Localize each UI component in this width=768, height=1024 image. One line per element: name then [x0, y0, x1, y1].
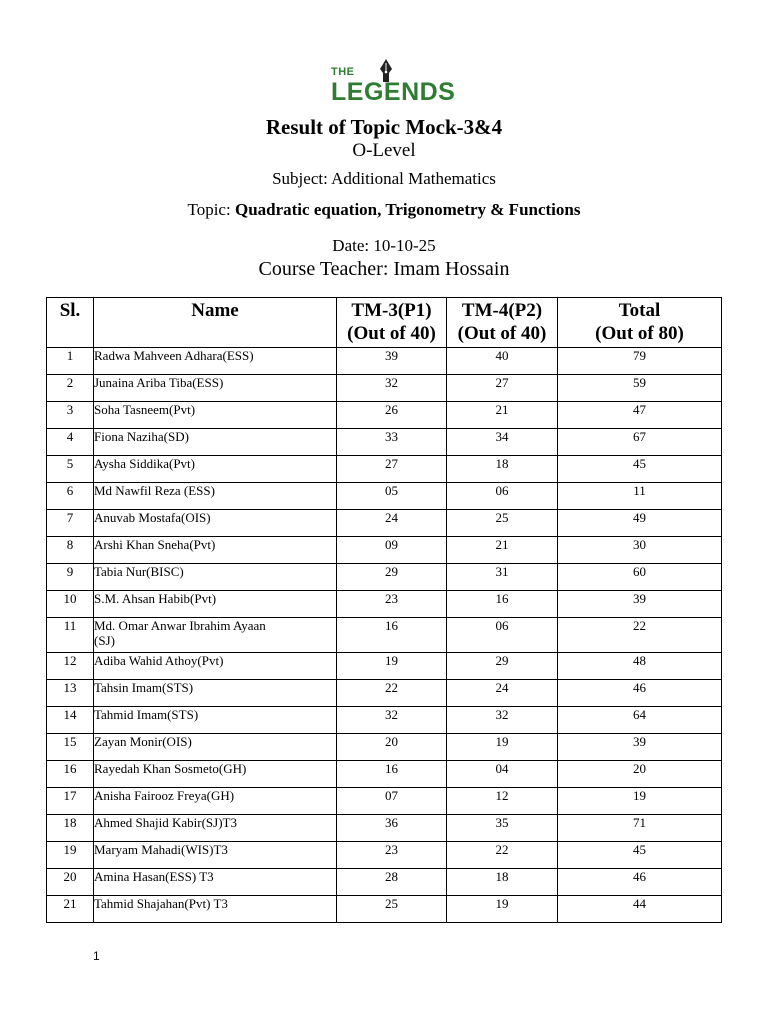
table-row — [47, 788, 722, 815]
cell-total: 11 — [558, 483, 722, 510]
student-name: S.M. Ahsan Habib(Pvt) — [94, 591, 217, 606]
column-header-tm4: TM-4(P2) (Out of 40) — [447, 298, 558, 348]
cell-tm4: 22 — [447, 842, 558, 869]
cell-total: 39 — [558, 734, 722, 761]
cell-name — [94, 591, 337, 618]
student-name: Ahmed Shajid Kabir(SJ)T3 — [94, 815, 237, 830]
table-row — [47, 510, 722, 537]
column-header-tm3: TM-3(P1) (Out of 40) — [337, 298, 447, 348]
cell-name — [94, 842, 337, 869]
cell-name — [94, 896, 337, 923]
cell-tm4: 19 — [447, 734, 558, 761]
cell-sl: 20 — [47, 869, 94, 896]
table-row — [47, 815, 722, 842]
cell-total: 39 — [558, 591, 722, 618]
cell-total: 71 — [558, 815, 722, 842]
cell-name — [94, 483, 337, 510]
cell-tm3: 26 — [337, 402, 447, 429]
table-row — [47, 618, 722, 653]
student-name: Amina Hasan(ESS) T3 — [94, 869, 214, 884]
cell-name — [94, 348, 337, 375]
cell-sl: 15 — [47, 734, 94, 761]
table-row — [47, 591, 722, 618]
cell-name — [94, 564, 337, 591]
cell-total: 19 — [558, 788, 722, 815]
cell-tm4: 24 — [447, 680, 558, 707]
student-name: Anuvab Mostafa(OIS) — [94, 510, 211, 525]
student-name: Arshi Khan Sneha(Pvt) — [94, 537, 216, 552]
cell-sl: 7 — [47, 510, 94, 537]
cell-total: 22 — [558, 618, 722, 653]
cell-sl: 14 — [47, 707, 94, 734]
logo-the: THE — [331, 66, 355, 78]
cell-tm4: 27 — [447, 375, 558, 402]
cell-tm3: 20 — [337, 734, 447, 761]
cell-tm4: 21 — [447, 402, 558, 429]
student-name-cont: (SJ) — [94, 633, 115, 648]
table-row — [47, 564, 722, 591]
results-table — [46, 297, 722, 923]
cell-tm4: 32 — [447, 707, 558, 734]
cell-tm4: 04 — [447, 761, 558, 788]
cell-total: 59 — [558, 375, 722, 402]
cell-name — [94, 429, 337, 456]
cell-tm4: 06 — [447, 483, 558, 510]
logo — [331, 58, 456, 108]
cell-total: 60 — [558, 564, 722, 591]
cell-total: 45 — [558, 842, 722, 869]
table-row — [47, 456, 722, 483]
cell-tm3: 07 — [337, 788, 447, 815]
column-header-sl: Sl. — [47, 298, 94, 348]
cell-name — [94, 788, 337, 815]
cell-total: 79 — [558, 348, 722, 375]
cell-tm4: 29 — [447, 653, 558, 680]
student-name: Fiona Naziha(SD) — [94, 429, 189, 444]
table-row — [47, 707, 722, 734]
cell-tm3: 32 — [337, 375, 447, 402]
cell-tm4: 21 — [447, 537, 558, 564]
table-row — [47, 348, 722, 375]
cell-tm3: 16 — [337, 761, 447, 788]
cell-tm4: 12 — [447, 788, 558, 815]
cell-tm4: 35 — [447, 815, 558, 842]
topic — [0, 200, 768, 220]
cell-tm4: 40 — [447, 348, 558, 375]
cell-tm4: 06 — [447, 618, 558, 653]
cell-sl: 16 — [47, 761, 94, 788]
student-name: Zayan Monir(OIS) — [94, 734, 192, 749]
cell-tm3: 28 — [337, 869, 447, 896]
cell-tm4: 31 — [447, 564, 558, 591]
cell-total: 67 — [558, 429, 722, 456]
table-row — [47, 869, 722, 896]
student-name: Rayedah Khan Sosmeto(GH) — [94, 761, 247, 776]
cell-sl: 2 — [47, 375, 94, 402]
cell-tm4: 34 — [447, 429, 558, 456]
cell-tm3: 09 — [337, 537, 447, 564]
cell-sl: 12 — [47, 653, 94, 680]
cell-total: 47 — [558, 402, 722, 429]
column-header-total: Total (Out of 80) — [558, 298, 722, 348]
table-row — [47, 896, 722, 923]
cell-total: 30 — [558, 537, 722, 564]
cell-tm3: 36 — [337, 815, 447, 842]
column-header-name: Name — [94, 298, 337, 348]
cell-tm3: 27 — [337, 456, 447, 483]
date: Date: 10-10-25 — [332, 236, 436, 255]
cell-total: 44 — [558, 896, 722, 923]
cell-tm4: 19 — [447, 896, 558, 923]
logo-word: LEGENDS — [331, 78, 456, 106]
cell-sl: 6 — [47, 483, 94, 510]
student-name: Anisha Fairooz Freya(GH) — [94, 788, 235, 803]
cell-total: 64 — [558, 707, 722, 734]
cell-name — [94, 510, 337, 537]
cell-total: 46 — [558, 869, 722, 896]
cell-sl: 8 — [47, 537, 94, 564]
table-row — [47, 483, 722, 510]
student-name: Tahmid Shajahan(Pvt) T3 — [94, 896, 228, 911]
table-row — [47, 842, 722, 869]
cell-name — [94, 761, 337, 788]
cell-name — [94, 537, 337, 564]
cell-tm3: 33 — [337, 429, 447, 456]
cell-name — [94, 680, 337, 707]
table-row — [47, 537, 722, 564]
student-name: Tahmid Imam(STS) — [94, 707, 199, 722]
cell-tm3: 39 — [337, 348, 447, 375]
cell-tm4: 16 — [447, 591, 558, 618]
cell-sl: 5 — [47, 456, 94, 483]
cell-name — [94, 402, 337, 429]
cell-sl: 10 — [47, 591, 94, 618]
cell-sl: 3 — [47, 402, 94, 429]
cell-sl: 21 — [47, 896, 94, 923]
table-row — [47, 375, 722, 402]
topic-label: Topic: — [187, 200, 235, 219]
cell-name — [94, 456, 337, 483]
cell-tm3: 22 — [337, 680, 447, 707]
cell-total: 45 — [558, 456, 722, 483]
table-row — [47, 402, 722, 429]
cell-sl: 18 — [47, 815, 94, 842]
cell-sl: 17 — [47, 788, 94, 815]
cell-sl: 4 — [47, 429, 94, 456]
cell-tm3: 23 — [337, 591, 447, 618]
cell-tm4: 18 — [447, 869, 558, 896]
cell-name — [94, 618, 337, 653]
subject: Subject: Additional Mathematics — [272, 169, 496, 188]
student-name: Md Nawfil Reza (ESS) — [94, 483, 215, 498]
cell-sl: 9 — [47, 564, 94, 591]
table-row — [47, 429, 722, 456]
cell-sl: 1 — [47, 348, 94, 375]
table-row — [47, 734, 722, 761]
cell-sl: 13 — [47, 680, 94, 707]
cell-name — [94, 734, 337, 761]
student-name: Tahsin Imam(STS) — [94, 680, 194, 695]
cell-tm3: 19 — [337, 653, 447, 680]
cell-name — [94, 653, 337, 680]
table-header-row — [47, 298, 722, 348]
table-row — [47, 680, 722, 707]
cell-sl: 11 — [47, 618, 94, 653]
cell-tm3: 16 — [337, 618, 447, 653]
cell-name — [94, 707, 337, 734]
document-title: Result of Topic Mock-3&4 — [265, 115, 503, 139]
page-number: 1 — [93, 949, 100, 963]
cell-tm3: 23 — [337, 842, 447, 869]
student-name: Adiba Wahid Athoy(Pvt) — [94, 653, 224, 668]
cell-tm3: 25 — [337, 896, 447, 923]
level: O-Level — [352, 140, 416, 161]
cell-tm3: 32 — [337, 707, 447, 734]
student-name: Soha Tasneem(Pvt) — [94, 402, 196, 417]
cell-total: 49 — [558, 510, 722, 537]
cell-total: 20 — [558, 761, 722, 788]
cell-tm4: 25 — [447, 510, 558, 537]
student-name: Junaina Ariba Tiba(ESS) — [94, 375, 224, 390]
cell-name — [94, 815, 337, 842]
course-teacher: Course Teacher: Imam Hossain — [258, 258, 510, 280]
student-name: Maryam Mahadi(WIS)T3 — [94, 842, 228, 857]
table-row — [47, 653, 722, 680]
cell-total: 46 — [558, 680, 722, 707]
cell-tm3: 29 — [337, 564, 447, 591]
topic-value: Quadratic equation, Trigonometry & Functions — [234, 200, 581, 219]
table-row — [47, 761, 722, 788]
cell-tm3: 05 — [337, 483, 447, 510]
student-name: Radwa Mahveen Adhara(ESS) — [94, 348, 254, 363]
cell-name — [94, 869, 337, 896]
cell-tm4: 18 — [447, 456, 558, 483]
cell-name — [94, 375, 337, 402]
cell-tm3: 24 — [337, 510, 447, 537]
student-name: Aysha Siddika(Pvt) — [94, 456, 195, 471]
student-name: Md. Omar Anwar Ibrahim Ayaan — [94, 618, 266, 633]
cell-total: 48 — [558, 653, 722, 680]
student-name: Tabia Nur(BISC) — [94, 564, 184, 579]
cell-sl: 19 — [47, 842, 94, 869]
